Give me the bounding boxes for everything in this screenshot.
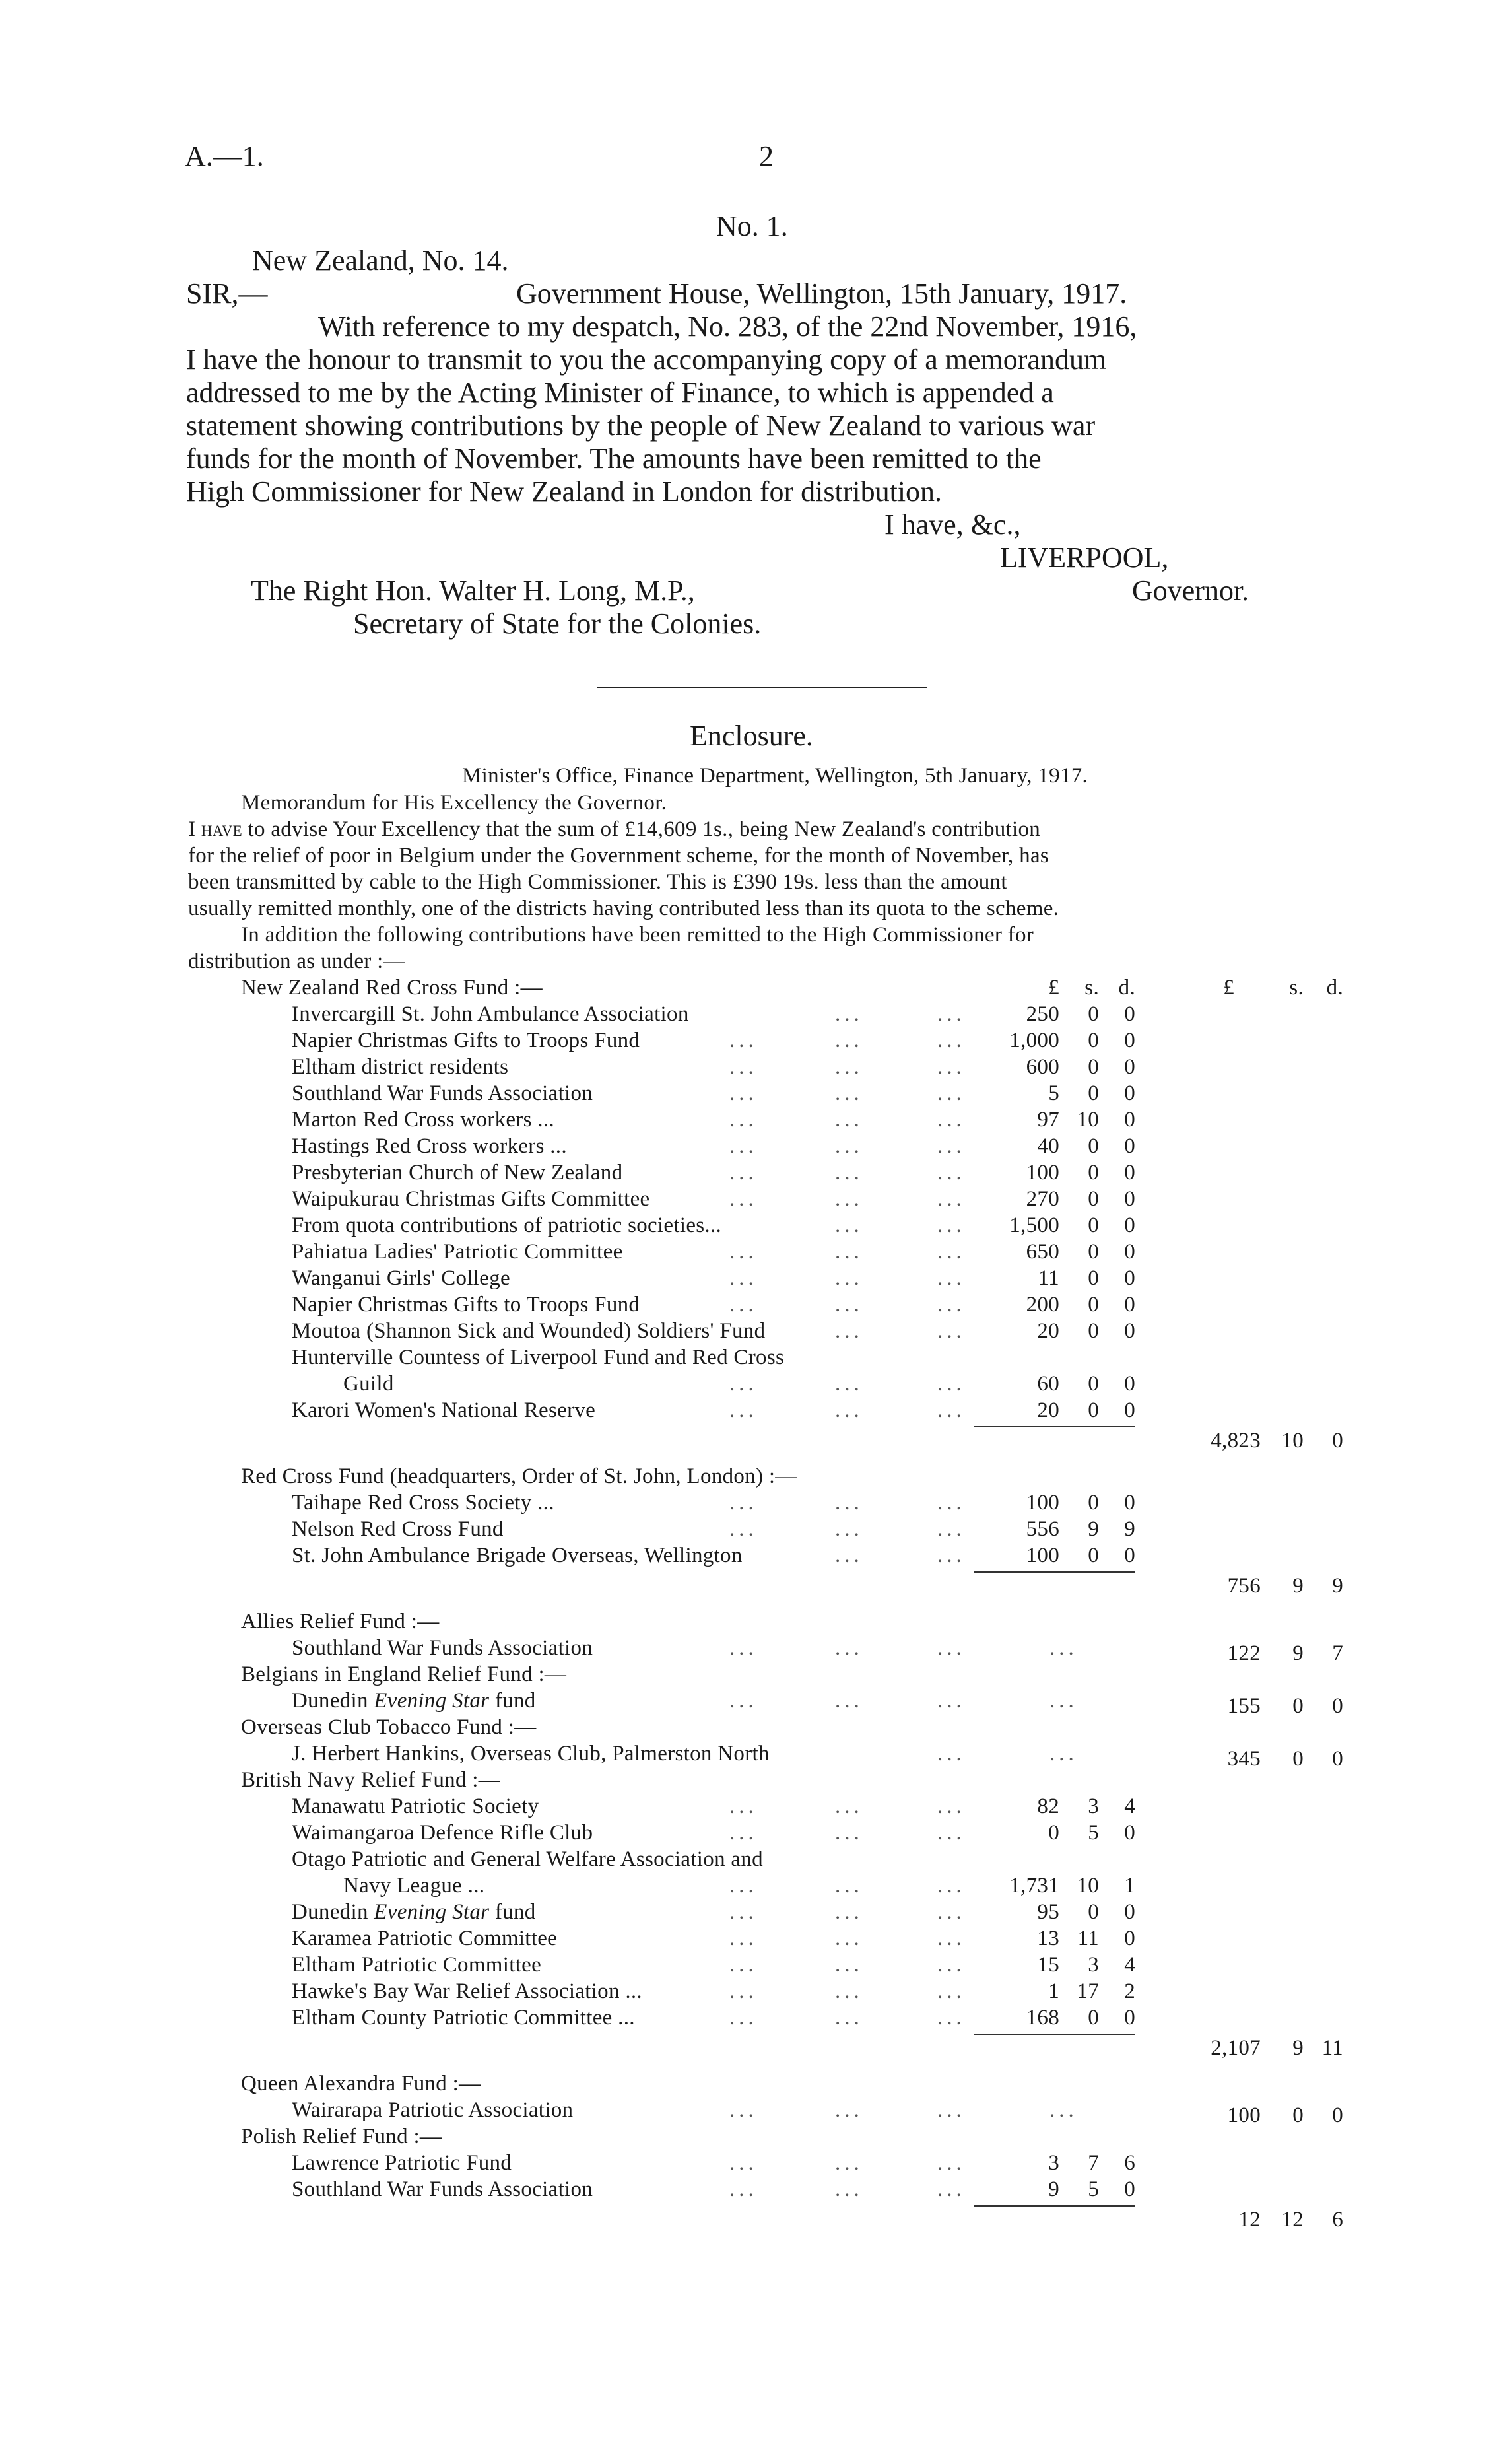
leader-dots: ... <box>835 1002 863 1026</box>
contributor-name: Wanganui Girls' College <box>292 1266 510 1290</box>
fund-title: Allies Relief Fund :— <box>241 1610 440 1633</box>
amount-pounds: 100 <box>1026 1161 1059 1184</box>
contributor-name: Presbyterian Church of New Zealand <box>292 1161 623 1184</box>
contributor-name: Eltham district residents <box>292 1055 509 1079</box>
total-pounds: 12 <box>1238 2208 1261 2232</box>
leader-dots: ... <box>937 2177 966 2201</box>
amount-shillings: 7 <box>1088 2151 1099 2175</box>
addressee-office: Secretary of State for the Colonies. <box>353 607 762 640</box>
letter-line: statement showing contributions by the people of New Zealand to various war <box>186 409 1096 442</box>
leader-dots: ... <box>937 1821 966 1845</box>
leader-dots: ... <box>835 1795 863 1818</box>
amount-pence: 0 <box>1124 1214 1135 1237</box>
amount-pence: 0 <box>1124 2177 1135 2201</box>
leader-dots: ... <box>937 1953 966 1977</box>
amount-pence: 0 <box>1124 1108 1135 1132</box>
leader-dots: ... <box>729 1293 758 1317</box>
total-pounds: 2,107 <box>1211 2036 1261 2060</box>
amount-pence: 4 <box>1124 1953 1135 1977</box>
place-date: Government House, Wellington, 15th January, 1917. <box>516 277 1127 310</box>
memo-title: Memorandum for His Excellency the Governor. <box>241 791 667 815</box>
leader-dots: ... <box>729 1029 758 1052</box>
leader-dots: ... <box>1049 1689 1078 1713</box>
amount-pounds: 100 <box>1026 1544 1059 1567</box>
leader-dots: ... <box>1049 1742 1078 1765</box>
amount-shillings: 0 <box>1088 1134 1099 1158</box>
leader-dots: ... <box>729 2098 758 2122</box>
contributor-name: Waimangaroa Defence Rifle Club <box>292 1821 593 1845</box>
contributor-name: Manawatu Patriotic Society <box>292 1795 539 1818</box>
contributor-name: Hunterville Countess of Liverpool Fund and Red Cross <box>292 1346 785 1369</box>
total-pence: 7 <box>1332 1641 1343 1665</box>
leader-dots: ... <box>835 2177 863 2201</box>
amount-pounds: 82 <box>1037 1795 1059 1818</box>
document-number: No. 1. <box>716 210 788 242</box>
leader-dots: ... <box>835 1214 863 1237</box>
fund-title: New Zealand Red Cross Fund :— <box>241 976 543 1000</box>
memo-line: been transmitted by cable to the High Commissioner. This is £390 19s. less than the amount <box>188 870 1007 894</box>
contributor-name: Taihape Red Cross Society ... <box>292 1491 554 1515</box>
leader-dots: ... <box>937 1319 966 1343</box>
leader-dots: ... <box>729 1161 758 1184</box>
amount-pounds: 650 <box>1026 1240 1059 1264</box>
leader-dots: ... <box>729 1266 758 1290</box>
amount-pounds: 13 <box>1037 1927 1059 1950</box>
total-pounds: 155 <box>1227 1694 1261 1718</box>
amount-shillings: 0 <box>1088 1240 1099 1264</box>
leader-dots: ... <box>835 1134 863 1158</box>
contributor-name: Eltham County Patriotic Committee ... <box>292 2006 635 2030</box>
leader-dots: ... <box>835 1821 863 1845</box>
leader-dots: ... <box>729 1372 758 1396</box>
leader-dots: ... <box>835 1517 863 1541</box>
memo-line: for the relief of poor in Belgium under the Government scheme, for the month of November, has <box>188 844 1049 868</box>
letter-line: funds for the month of November. The amounts have been remitted to the <box>186 442 1042 475</box>
contributor-name: Wairarapa Patriotic Association <box>292 2098 574 2122</box>
contributor-name: Nelson Red Cross Fund <box>292 1517 504 1541</box>
leader-dots: ... <box>835 1979 863 2003</box>
amount-pence: 0 <box>1124 1002 1135 1026</box>
leader-dots: ... <box>835 2098 863 2122</box>
leader-dots: ... <box>937 1372 966 1396</box>
contributor-name: Waipukurau Christmas Gifts Committee <box>292 1187 650 1211</box>
leader-dots: ... <box>835 1108 863 1132</box>
amount-pounds: 97 <box>1037 1108 1059 1132</box>
leader-dots: ... <box>729 1689 758 1713</box>
pence-header: d. <box>1118 976 1135 1000</box>
page-number: 2 <box>759 140 774 172</box>
memo-line: usually remitted monthly, one of the districts having contributed less than its quota to the scheme. <box>188 897 1059 920</box>
leader-dots: ... <box>729 1134 758 1158</box>
contributor-name-cont: Navy League ... <box>343 1874 485 1898</box>
contributor-name-cont: Guild <box>343 1372 394 1396</box>
amount-pence: 6 <box>1124 2151 1135 2175</box>
signature-title: Governor. <box>1132 574 1249 607</box>
amount-pounds: 15 <box>1037 1953 1059 1977</box>
leader-dots: ... <box>1049 1636 1078 1660</box>
contributor-name: Hastings Red Cross workers ... <box>292 1134 567 1158</box>
contributor-name: Pahiatua Ladies' Patriotic Committee <box>292 1240 623 1264</box>
amount-pence: 0 <box>1124 1029 1135 1052</box>
amount-pounds: 168 <box>1026 2006 1059 2030</box>
leader-dots: ... <box>835 2006 863 2030</box>
total-pounds: 122 <box>1227 1641 1261 1665</box>
amount-shillings: 10 <box>1077 1108 1099 1132</box>
contributor-name: Eltham Patriotic Committee <box>292 1953 542 1977</box>
leader-dots: ... <box>835 1029 863 1052</box>
amount-pence: 0 <box>1124 1821 1135 1845</box>
amount-pence: 0 <box>1124 1544 1135 1567</box>
leader-dots: ... <box>937 1293 966 1317</box>
subtotal-rule <box>974 2034 1135 2035</box>
leader-dots: ... <box>937 1161 966 1184</box>
leader-dots: ... <box>835 1266 863 1290</box>
contributor-name: Moutoa (Shannon Sick and Wounded) Soldiers' Fund <box>292 1319 766 1343</box>
leader-dots: ... <box>835 1953 863 1977</box>
leader-dots: ... <box>937 2151 966 2175</box>
letter-line: addressed to me by the Acting Minister of Finance, to which is appended a <box>186 376 1054 409</box>
leader-dots: ... <box>729 2006 758 2030</box>
leader-dots: ... <box>729 2177 758 2201</box>
amount-pence: 0 <box>1124 1240 1135 1264</box>
amount-pounds: 600 <box>1026 1055 1059 1079</box>
total-pounds: 4,823 <box>1211 1429 1261 1453</box>
leader-dots: ... <box>729 1398 758 1422</box>
amount-pence: 9 <box>1124 1517 1135 1541</box>
leader-dots: ... <box>729 1953 758 1977</box>
amount-pence: 0 <box>1124 1927 1135 1950</box>
amount-pounds: 250 <box>1026 1002 1059 1026</box>
contributor-name: From quota contributions of patriotic societies... <box>292 1214 722 1237</box>
total-shillings: 9 <box>1292 1641 1304 1665</box>
leader-dots: ... <box>729 1795 758 1818</box>
contributor-name: Southland War Funds Association <box>292 2177 593 2201</box>
amount-shillings: 0 <box>1088 1214 1099 1237</box>
contributor-name: St. John Ambulance Brigade Overseas, Wellington <box>292 1544 743 1567</box>
leader-dots: ... <box>937 1002 966 1026</box>
amount-shillings: 0 <box>1088 1372 1099 1396</box>
leader-dots: ... <box>937 1029 966 1052</box>
amount-pence: 0 <box>1124 1372 1135 1396</box>
memo-line: distribution as under :— <box>188 949 405 973</box>
fund-title: Queen Alexandra Fund :— <box>241 2072 481 2096</box>
leader-dots: ... <box>937 1214 966 1237</box>
subtotal-rule <box>974 1571 1135 1573</box>
leader-dots: ... <box>937 1636 966 1660</box>
amount-shillings: 0 <box>1088 1055 1099 1079</box>
amount-shillings: 0 <box>1088 1319 1099 1343</box>
amount-pence: 2 <box>1124 1979 1135 2003</box>
amount-shillings: 0 <box>1088 1081 1099 1105</box>
leader-dots: ... <box>835 1161 863 1184</box>
leader-dots: ... <box>729 1517 758 1541</box>
total-pence: 0 <box>1332 1694 1343 1718</box>
leader-dots: ... <box>835 1544 863 1567</box>
document-reference: A.—1. <box>185 140 264 172</box>
amount-shillings: 3 <box>1088 1795 1099 1818</box>
amount-shillings: 0 <box>1088 1002 1099 1026</box>
amount-pounds: 20 <box>1037 1319 1059 1343</box>
leader-dots: ... <box>937 2006 966 2030</box>
leader-dots: ... <box>835 1319 863 1343</box>
amount-pence: 0 <box>1124 1134 1135 1158</box>
amount-pounds: 1,500 <box>1009 1214 1059 1237</box>
total-pence: 0 <box>1332 2104 1343 2127</box>
amount-shillings: 0 <box>1088 1029 1099 1052</box>
leader-dots: ... <box>937 1240 966 1264</box>
total-shillings: 10 <box>1281 1429 1304 1453</box>
amount-shillings: 0 <box>1088 1900 1099 1924</box>
total-shillings: 0 <box>1292 1694 1304 1718</box>
leader-dots: ... <box>937 1979 966 2003</box>
salutation: SIR,— <box>186 277 268 310</box>
fund-title: Belgians in England Relief Fund :— <box>241 1662 567 1686</box>
leader-dots: ... <box>937 1108 966 1132</box>
leader-dots: ... <box>729 1900 758 1924</box>
leader-dots: ... <box>1049 2098 1078 2122</box>
amount-pence: 0 <box>1124 1900 1135 1924</box>
contributor-name: Marton Red Cross workers ... <box>292 1108 554 1132</box>
total-pence: 11 <box>1321 2036 1343 2060</box>
leader-dots: ... <box>937 1187 966 1211</box>
contributor-name: Southland War Funds Association <box>292 1081 593 1105</box>
amount-shillings: 0 <box>1088 1491 1099 1515</box>
addressee-name: The Right Hon. Walter H. Long, M.P., <box>251 574 695 607</box>
amount-shillings: 0 <box>1088 1266 1099 1290</box>
leader-dots: ... <box>835 1398 863 1422</box>
leader-dots: ... <box>937 1874 966 1898</box>
amount-pounds: 40 <box>1037 1134 1059 1158</box>
contributor-name: Southland War Funds Association <box>292 1636 593 1660</box>
amount-shillings: 9 <box>1088 1517 1099 1541</box>
leader-dots: ... <box>835 1689 863 1713</box>
amount-shillings: 3 <box>1088 1953 1099 1977</box>
amount-pounds: 200 <box>1026 1293 1059 1317</box>
amount-pence: 0 <box>1124 1293 1135 1317</box>
fund-title: British Navy Relief Fund :— <box>241 1768 501 1792</box>
fund-title: Overseas Club Tobacco Fund :— <box>241 1715 537 1739</box>
total-pence: 6 <box>1332 2208 1343 2232</box>
fund-title: Red Cross Fund (headquarters, Order of St. John, London) :— <box>241 1464 797 1488</box>
amount-shillings: 11 <box>1077 1927 1099 1950</box>
amount-shillings: 0 <box>1088 1161 1099 1184</box>
amount-pounds: 100 <box>1026 1491 1059 1515</box>
amount-pounds: 1,000 <box>1009 1029 1059 1052</box>
amount-pence: 0 <box>1124 1319 1135 1343</box>
pounds-header: £ <box>1048 976 1059 1000</box>
leader-dots: ... <box>729 1240 758 1264</box>
contributor-name: Karamea Patriotic Committee <box>292 1927 558 1950</box>
leader-dots: ... <box>729 1979 758 2003</box>
amount-pounds: 60 <box>1037 1372 1059 1396</box>
memo-origin: Minister's Office, Finance Department, Wellington, 5th January, 1917. <box>462 764 1088 788</box>
total-shillings: 9 <box>1292 1574 1304 1598</box>
leader-dots: ... <box>729 1636 758 1660</box>
memo-line <box>188 816 1040 842</box>
letter-line: High Commissioner for New Zealand in London for distribution. <box>186 475 943 508</box>
closing: I have, &c., <box>884 508 1021 541</box>
contributor-name: Lawrence Patriotic Fund <box>292 2151 512 2175</box>
lead-line-text: to advise Your Excellency that the sum of £14,609 1s., being New Zealand's contribution <box>242 817 1041 841</box>
amount-pounds: 556 <box>1026 1517 1059 1541</box>
leader-dots: ... <box>729 1491 758 1515</box>
amount-pence: 4 <box>1124 1795 1135 1818</box>
amount-pounds: 20 <box>1037 1398 1059 1422</box>
leader-dots: ... <box>937 1795 966 1818</box>
leader-dots: ... <box>729 1821 758 1845</box>
leader-dots: ... <box>729 1108 758 1132</box>
total-shillings: 9 <box>1292 2036 1304 2060</box>
letter-line: With reference to my despatch, No. 283, of the 22nd November, 1916, <box>318 310 1137 343</box>
leader-dots: ... <box>729 1874 758 1898</box>
leader-dots: ... <box>937 1055 966 1079</box>
amount-pence: 0 <box>1124 1081 1135 1105</box>
subtotal-rule <box>974 1426 1135 1427</box>
leader-dots: ... <box>937 1491 966 1515</box>
leader-dots: ... <box>835 1874 863 1898</box>
total-pence: 9 <box>1332 1574 1343 1598</box>
amount-pounds: 270 <box>1026 1187 1059 1211</box>
amount-pounds: 3 <box>1048 2151 1059 2175</box>
contributor-name: Invercargill St. John Ambulance Association <box>292 1002 689 1026</box>
leader-dots: ... <box>937 1134 966 1158</box>
total-pence: 0 <box>1332 1429 1343 1453</box>
amount-pounds: 1 <box>1048 1979 1059 2003</box>
contributor-name: Hawke's Bay War Relief Association ... <box>292 1979 642 2003</box>
total-shillings: 0 <box>1292 2104 1304 2127</box>
amount-pence: 0 <box>1124 1187 1135 1211</box>
amount-pounds: 11 <box>1038 1266 1059 1290</box>
leader-dots: ... <box>937 1398 966 1422</box>
contributor-name: Karori Women's National Reserve <box>292 1398 596 1422</box>
amount-pence: 0 <box>1124 1398 1135 1422</box>
contributor-name: Dunedin Evening Star fund <box>292 1900 536 1924</box>
contributor-name: Otago Patriotic and General Welfare Association and <box>292 1847 763 1871</box>
signature: LIVERPOOL, <box>1000 541 1169 574</box>
despatch-series: New Zealand, No. 14. <box>252 244 509 277</box>
leader-dots: ... <box>835 1055 863 1079</box>
enclosure-heading: Enclosure. <box>690 720 813 752</box>
leader-dots: ... <box>835 1372 863 1396</box>
leader-dots: ... <box>729 1055 758 1079</box>
leader-dots: ... <box>937 1544 966 1567</box>
amount-shillings: 5 <box>1088 2177 1099 2201</box>
leader-dots: ... <box>835 1636 863 1660</box>
section-divider <box>597 687 927 688</box>
subtotal-rule <box>974 2205 1135 2207</box>
amount-shillings: 17 <box>1077 1979 1099 2003</box>
amount-shillings: 5 <box>1088 1821 1099 1845</box>
amount-pounds: 1,731 <box>1009 1874 1059 1898</box>
contributor-name: Dunedin Evening Star fund <box>292 1689 536 1713</box>
amount-pence: 0 <box>1124 1161 1135 1184</box>
leader-dots: ... <box>835 1240 863 1264</box>
lead-word: I have <box>188 817 242 841</box>
leader-dots: ... <box>937 1517 966 1541</box>
leader-dots: ... <box>835 1081 863 1105</box>
leader-dots: ... <box>729 1081 758 1105</box>
amount-shillings: 0 <box>1088 1398 1099 1422</box>
amount-pence: 0 <box>1124 2006 1135 2030</box>
total-pence-header: d. <box>1326 976 1343 1000</box>
memo-line: In addition the following contributions have been remitted to the High Commissioner for <box>241 923 1034 947</box>
leader-dots: ... <box>835 1187 863 1211</box>
total-pence: 0 <box>1332 1747 1343 1771</box>
leader-dots: ... <box>835 1900 863 1924</box>
contributor-name: Napier Christmas Gifts to Troops Fund <box>292 1293 640 1317</box>
leader-dots: ... <box>937 1927 966 1950</box>
amount-pence: 1 <box>1124 1874 1135 1898</box>
amount-shillings: 0 <box>1088 1544 1099 1567</box>
leader-dots: ... <box>835 1293 863 1317</box>
leader-dots: ... <box>937 1742 966 1765</box>
contributor-name: J. Herbert Hankins, Overseas Club, Palmerston North <box>292 1742 770 1765</box>
total-pounds: 100 <box>1227 2104 1261 2127</box>
amount-pounds: 0 <box>1048 1821 1059 1845</box>
leader-dots: ... <box>937 1266 966 1290</box>
amount-pounds: 9 <box>1048 2177 1059 2201</box>
leader-dots: ... <box>729 1187 758 1211</box>
contributor-name: Napier Christmas Gifts to Troops Fund <box>292 1029 640 1052</box>
amount-pence: 0 <box>1124 1491 1135 1515</box>
total-pounds: 345 <box>1227 1747 1261 1771</box>
amount-pounds: 95 <box>1037 1900 1059 1924</box>
leader-dots: ... <box>937 2098 966 2122</box>
leader-dots: ... <box>937 1900 966 1924</box>
leader-dots: ... <box>835 1491 863 1515</box>
leader-dots: ... <box>937 1689 966 1713</box>
leader-dots: ... <box>937 1081 966 1105</box>
amount-shillings: 10 <box>1077 1874 1099 1898</box>
amount-pounds: 5 <box>1048 1081 1059 1105</box>
amount-shillings: 0 <box>1088 1293 1099 1317</box>
amount-shillings: 0 <box>1088 2006 1099 2030</box>
leader-dots: ... <box>729 1927 758 1950</box>
total-shillings: 0 <box>1292 1747 1304 1771</box>
leader-dots: ... <box>835 1927 863 1950</box>
total-pounds: 756 <box>1227 1574 1261 1598</box>
leader-dots: ... <box>729 2151 758 2175</box>
amount-pence: 0 <box>1124 1055 1135 1079</box>
leader-dots: ... <box>835 2151 863 2175</box>
amount-pence: 0 <box>1124 1266 1135 1290</box>
letter-line: I have the honour to transmit to you the accompanying copy of a memorandum <box>186 343 1107 376</box>
total-pounds-header: £ <box>1223 976 1234 1000</box>
total-shillings: 12 <box>1281 2208 1304 2232</box>
shillings-header: s. <box>1084 976 1099 1000</box>
amount-shillings: 0 <box>1088 1187 1099 1211</box>
fund-title: Polish Relief Fund :— <box>241 2125 442 2148</box>
total-shillings-header: s. <box>1289 976 1304 1000</box>
